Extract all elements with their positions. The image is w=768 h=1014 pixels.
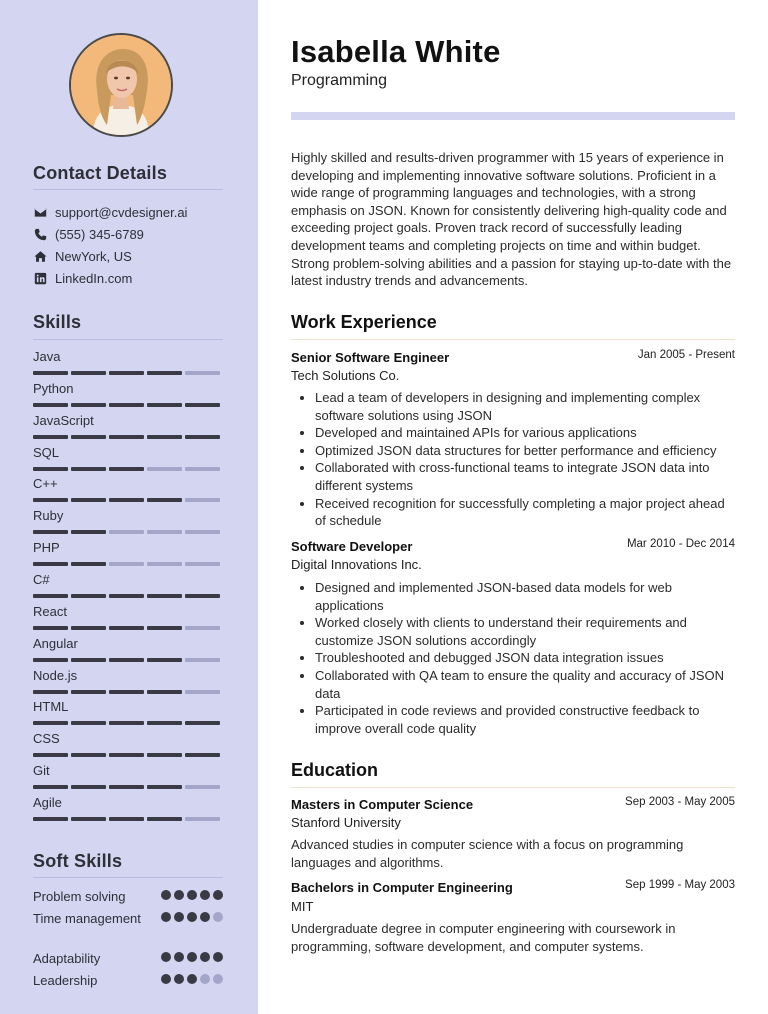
rating-dot-filled bbox=[200, 890, 210, 900]
skill-bar-empty bbox=[185, 371, 220, 375]
skill-name: Ruby bbox=[33, 508, 64, 524]
skill-bar-filled bbox=[33, 753, 68, 757]
skill-bar-filled bbox=[185, 594, 220, 598]
skill-bar-filled bbox=[33, 403, 68, 407]
skill-bar-filled bbox=[71, 721, 106, 725]
rating-dot-filled bbox=[187, 912, 197, 922]
skill-bar-filled bbox=[71, 498, 106, 502]
soft-skill-item bbox=[33, 950, 223, 967]
skill-level-bars bbox=[33, 690, 220, 694]
skill-level-bars bbox=[33, 626, 220, 630]
skill-item bbox=[33, 795, 223, 825]
skill-bar-filled bbox=[33, 658, 68, 662]
skill-level-bars bbox=[33, 817, 220, 821]
skill-item bbox=[33, 636, 223, 666]
job-bullets bbox=[291, 579, 737, 737]
soft-skill-name: Problem solving bbox=[33, 889, 126, 904]
soft-skill-level-dots bbox=[161, 890, 223, 900]
list-item: • Worked closely with clients to understand their requirements and customize JSON solutions accordingly bbox=[315, 614, 737, 649]
job-title: Software Developer bbox=[291, 539, 413, 554]
skill-level-bars bbox=[33, 403, 220, 407]
rating-dot-filled bbox=[174, 912, 184, 922]
skill-bar-filled bbox=[147, 626, 182, 630]
skill-name: CSS bbox=[33, 731, 60, 747]
candidate-role: Programming bbox=[291, 72, 388, 89]
job-company: Digital Innovations Inc. bbox=[291, 557, 422, 572]
contact-phone[interactable] bbox=[33, 225, 144, 243]
rating-dot-filled bbox=[161, 974, 171, 984]
skill-bar-filled bbox=[33, 498, 68, 502]
skill-bar-filled bbox=[71, 658, 106, 662]
soft-skill-item bbox=[33, 888, 223, 905]
skill-bar-empty bbox=[185, 498, 220, 502]
skill-bar-empty bbox=[185, 467, 220, 471]
soft-skill-level-dots bbox=[161, 974, 223, 984]
skill-level-bars bbox=[33, 753, 220, 757]
skill-bar-filled bbox=[147, 435, 182, 439]
skill-item bbox=[33, 668, 223, 698]
school-name: Stanford University bbox=[291, 815, 401, 830]
skill-bar-empty bbox=[109, 530, 144, 534]
rating-dot-filled bbox=[200, 912, 210, 922]
skill-bar-filled bbox=[147, 785, 182, 789]
list-item: • Designed and implemented JSON-based data models for web applications bbox=[315, 579, 737, 614]
job-bullets bbox=[291, 389, 737, 530]
contact-heading: Contact Details bbox=[33, 163, 168, 183]
accent-bar bbox=[291, 112, 735, 120]
skill-bar-filled bbox=[147, 753, 182, 757]
skill-name: Agile bbox=[33, 794, 62, 810]
skill-bar-filled bbox=[109, 753, 144, 757]
skill-bar-filled bbox=[71, 435, 106, 439]
job-company: Tech Solutions Co. bbox=[291, 368, 400, 383]
skill-name: PHP bbox=[33, 540, 60, 556]
skill-bar-filled bbox=[71, 626, 106, 630]
skill-bar-filled bbox=[109, 498, 144, 502]
skill-bar-filled bbox=[33, 690, 68, 694]
phone-icon bbox=[33, 227, 47, 241]
skill-bar-empty bbox=[109, 562, 144, 566]
skill-bar-filled bbox=[33, 817, 68, 821]
skill-item bbox=[33, 572, 223, 602]
skill-bar-filled bbox=[147, 721, 182, 725]
skill-bar-filled bbox=[71, 690, 106, 694]
skill-item bbox=[33, 476, 223, 506]
skill-name: Git bbox=[33, 763, 50, 779]
skill-bar-filled bbox=[147, 817, 182, 821]
skill-bar-filled bbox=[185, 435, 220, 439]
skills-divider bbox=[33, 339, 223, 340]
skill-item bbox=[33, 349, 223, 379]
skill-bar-filled bbox=[33, 435, 68, 439]
list-item: • Troubleshooted and debugged JSON data integration issues bbox=[315, 649, 737, 667]
skill-bar-filled bbox=[109, 690, 144, 694]
skill-bar-filled bbox=[109, 435, 144, 439]
skill-level-bars bbox=[33, 435, 220, 439]
skill-bar-filled bbox=[71, 530, 106, 534]
soft-skill-name: Time management bbox=[33, 911, 141, 926]
rating-dot-filled bbox=[174, 952, 184, 962]
skill-item bbox=[33, 413, 223, 443]
soft-skill-name: Adaptability bbox=[33, 951, 101, 966]
profile-photo-icon bbox=[71, 35, 171, 135]
skill-level-bars bbox=[33, 530, 220, 534]
degree-description: Advanced studies in computer science with a focus on programming languages and algorithms. bbox=[291, 837, 684, 870]
contact-email-text: support@cvdesigner.ai bbox=[55, 204, 188, 220]
list-item: • Lead a team of developers in designing and implementing complex software solutions using JSON bbox=[315, 389, 737, 424]
rating-dot-empty bbox=[213, 912, 223, 922]
skill-bar-filled bbox=[71, 467, 106, 471]
skill-bar-filled bbox=[33, 785, 68, 789]
sidebar bbox=[0, 0, 258, 1014]
rating-dot-filled bbox=[161, 890, 171, 900]
skill-bar-filled bbox=[71, 403, 106, 407]
skill-bar-filled bbox=[147, 498, 182, 502]
soft-skill-item bbox=[33, 972, 223, 989]
skill-level-bars bbox=[33, 721, 220, 725]
home-icon bbox=[33, 249, 47, 263]
skill-bar-empty bbox=[147, 562, 182, 566]
degree-date: Sep 2003 - May 2005 bbox=[625, 796, 735, 808]
skill-bar-empty bbox=[147, 530, 182, 534]
contact-email[interactable] bbox=[33, 203, 187, 221]
skill-bar-empty bbox=[185, 690, 220, 694]
skill-bar-filled bbox=[71, 753, 106, 757]
skill-name: Python bbox=[33, 380, 74, 396]
job-date: Mar 2010 - Dec 2014 bbox=[626, 538, 735, 550]
skill-bar-empty bbox=[147, 467, 182, 471]
skill-bar-filled bbox=[109, 371, 144, 375]
skill-bar-filled bbox=[33, 721, 68, 725]
skill-level-bars bbox=[33, 498, 220, 502]
skill-bar-filled bbox=[109, 403, 144, 407]
skill-bar-filled bbox=[109, 658, 144, 662]
soft-skills-divider bbox=[33, 877, 223, 878]
rating-dot-filled bbox=[187, 974, 197, 984]
skill-bar-filled bbox=[33, 562, 68, 566]
skill-bar-filled bbox=[185, 403, 220, 407]
skill-level-bars bbox=[33, 371, 220, 375]
skill-bar-filled bbox=[147, 658, 182, 662]
skill-bar-empty bbox=[185, 785, 220, 789]
skill-bar-empty bbox=[185, 530, 220, 534]
rating-dot-filled bbox=[161, 912, 171, 922]
skill-bar-filled bbox=[109, 721, 144, 725]
skill-bar-filled bbox=[109, 467, 144, 471]
contact-divider bbox=[33, 189, 223, 190]
job-date: Jan 2005 - Present bbox=[637, 349, 735, 361]
skill-name: Java bbox=[33, 349, 61, 364]
skill-bar-filled bbox=[33, 467, 68, 471]
skill-bar-filled bbox=[147, 403, 182, 407]
work-heading: Work Experience bbox=[291, 312, 437, 332]
candidate-name: Isabella White bbox=[291, 34, 501, 69]
list-item: • Participated in code reviews and provided constructive feedback to improve overall code quality bbox=[315, 702, 737, 737]
list-item: • Received recognition for successfully completing a major project ahead of schedule bbox=[315, 495, 737, 530]
skill-item bbox=[33, 381, 223, 411]
rating-dot-filled bbox=[200, 952, 210, 962]
skill-name: Node.js bbox=[33, 667, 78, 683]
skill-item bbox=[33, 731, 223, 761]
skill-level-bars bbox=[33, 594, 220, 598]
skills-heading: Skills bbox=[33, 312, 82, 332]
skill-item bbox=[33, 763, 223, 793]
skill-level-bars bbox=[33, 562, 220, 566]
skill-bar-filled bbox=[109, 626, 144, 630]
skill-name: SQL bbox=[33, 444, 60, 460]
rating-dot-filled bbox=[174, 890, 184, 900]
list-item: • Collaborated with QA team to ensure the quality and accuracy of JSON data bbox=[315, 667, 737, 702]
skill-level-bars bbox=[33, 658, 220, 662]
skill-item bbox=[33, 445, 223, 475]
school-name: MIT bbox=[291, 899, 314, 914]
skill-bar-filled bbox=[33, 594, 68, 598]
avatar bbox=[69, 33, 173, 137]
soft-skills-heading: Soft Skills bbox=[33, 851, 123, 871]
soft-skill-level-dots bbox=[161, 912, 223, 922]
rating-dot-filled bbox=[161, 952, 171, 962]
rating-dot-filled bbox=[213, 890, 223, 900]
skill-bar-filled bbox=[71, 371, 106, 375]
skill-bar-filled bbox=[109, 817, 144, 821]
rating-dot-filled bbox=[187, 890, 197, 900]
skill-name: JavaScript bbox=[33, 412, 94, 428]
rating-dot-filled bbox=[213, 952, 223, 962]
skill-item bbox=[33, 699, 223, 729]
degree-title: Bachelors in Computer Engineering bbox=[291, 880, 513, 895]
education-divider bbox=[291, 787, 735, 788]
job-title: Senior Software Engineer bbox=[291, 350, 450, 365]
profile-summary: Highly skilled and results-driven programmer with 15 years of experience in developing and implementing innovative software solutions. Proficient in a wide range of programming languages and technologies, with a strong emphasis on JSON. Known for consistently delivering high-quality code and exceeding project goals. Proven track record of successfully leading development teams and completing projects on time and within budget. Strong problem-solving abilities and a passion for staying up-to-date with the latest industry trends and advancements. bbox=[291, 150, 732, 289]
skill-bar-empty bbox=[185, 658, 220, 662]
skill-bar-filled bbox=[33, 626, 68, 630]
skill-name: C# bbox=[33, 571, 50, 587]
main-content bbox=[258, 0, 768, 1014]
education-heading: Education bbox=[291, 760, 379, 780]
rating-dot-empty bbox=[213, 974, 223, 984]
rating-dot-empty bbox=[200, 974, 210, 984]
linkedin-icon bbox=[33, 271, 47, 285]
rating-dot-filled bbox=[187, 952, 197, 962]
skill-bar-filled bbox=[109, 785, 144, 789]
soft-skill-item bbox=[33, 910, 223, 927]
skill-bar-filled bbox=[147, 371, 182, 375]
skill-name: C++ bbox=[33, 476, 58, 492]
skill-bar-filled bbox=[33, 371, 68, 375]
degree-description: Undergraduate degree in computer engineering with coursework in programming, software development, and computer systems. bbox=[291, 921, 676, 954]
skill-bar-empty bbox=[185, 817, 220, 821]
list-item: • Developed and maintained APIs for various applications bbox=[315, 424, 737, 442]
contact-phone-text: (555) 345-6789 bbox=[55, 226, 144, 242]
contact-location-text: NewYork, US bbox=[55, 248, 132, 264]
skill-item bbox=[33, 508, 223, 538]
skill-name: Angular bbox=[33, 635, 78, 651]
soft-skill-level-dots bbox=[161, 952, 223, 962]
skill-bar-filled bbox=[147, 594, 182, 598]
skill-name: React bbox=[33, 603, 67, 619]
skill-item bbox=[33, 540, 223, 570]
skill-bar-filled bbox=[185, 753, 220, 757]
skill-bar-filled bbox=[71, 562, 106, 566]
skill-bar-filled bbox=[147, 690, 182, 694]
skill-bar-filled bbox=[71, 785, 106, 789]
degree-title: Masters in Computer Science bbox=[291, 797, 474, 812]
skill-level-bars bbox=[33, 467, 220, 471]
list-item: • Collaborated with cross-functional teams to integrate JSON data into different systems bbox=[315, 459, 737, 494]
skill-bar-filled bbox=[109, 594, 144, 598]
skill-bar-filled bbox=[33, 530, 68, 534]
rating-dot-filled bbox=[174, 974, 184, 984]
contact-location bbox=[33, 247, 132, 265]
contact-linkedin-text: LinkedIn.com bbox=[55, 270, 133, 286]
skill-bar-filled bbox=[71, 817, 106, 821]
soft-skill-name: Leadership bbox=[33, 973, 98, 988]
list-item: • Optimized JSON data structures for better performance and efficiency bbox=[315, 442, 737, 460]
skill-level-bars bbox=[33, 785, 220, 789]
work-divider bbox=[291, 339, 735, 340]
envelope-icon bbox=[33, 205, 47, 219]
degree-date: Sep 1999 - May 2003 bbox=[625, 879, 735, 891]
skill-item bbox=[33, 604, 223, 634]
skill-bar-filled bbox=[185, 721, 220, 725]
skill-bar-filled bbox=[71, 594, 106, 598]
contact-linkedin[interactable] bbox=[33, 269, 132, 287]
skill-bar-empty bbox=[185, 562, 220, 566]
skill-name: HTML bbox=[33, 699, 69, 715]
skill-bar-empty bbox=[185, 626, 220, 630]
